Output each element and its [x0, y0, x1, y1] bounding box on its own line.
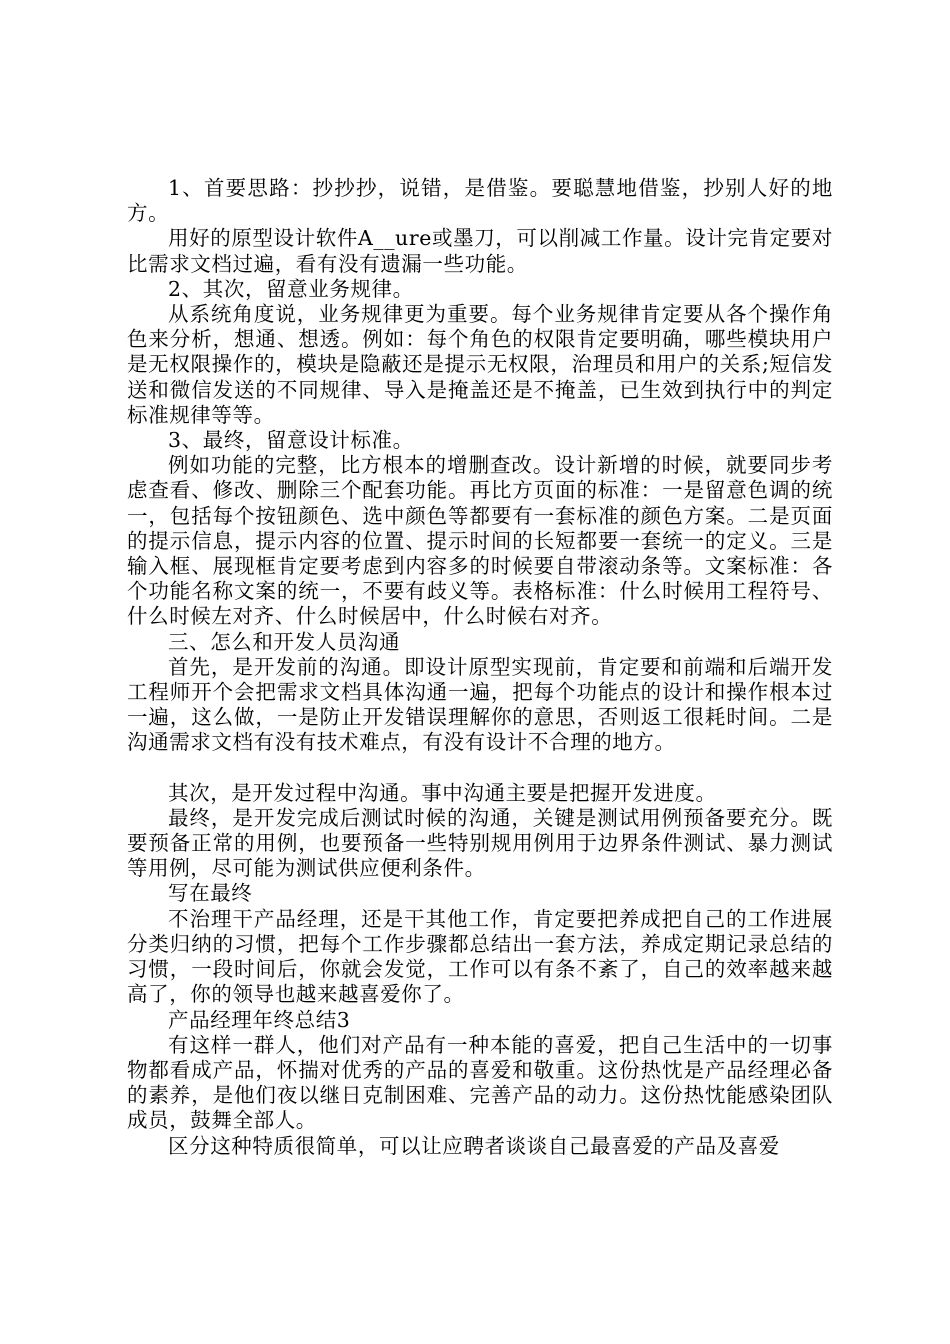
document-body: [127, 176, 833, 1159]
paragraph-prototype-tools: 用好的原型设计软件A__ure或墨刀，可以削减工作量。设计完肯定要对比需求文档过遍，看有没有遗漏一些功能。: [127, 226, 833, 276]
paragraph-during-development: 其次，是开发过程中沟通。事中沟通主要是把握开发进度。: [168, 780, 717, 805]
paragraph-business-logic: 从系统角度说，业务规律更为重要。每个业务规律肯定要从各个操作角色来分析，想通、想透。例如：每个角色的权限肯定要明确，哪些模块用户是无权限操作的，模块是隐蔽还是提示无权限，治理员和用户的关系;短信发送和微信发送的不同规律、导入是掩盖还是不掩盖，已生效到执行中的判定标准规律等等。: [127, 302, 833, 427]
paragraph-first-approach: 1、首要思路：抄抄抄，说错，是借鉴。要聪慧地借鉴，抄别人好的地方。: [127, 176, 833, 226]
paragraph-design-standard-heading: 3、最终，留意设计标准。: [168, 428, 414, 453]
paragraph-pre-development: 首先，是开发前的沟通。即设计原型实现前，肯定要和前端和后端开发工程师开个会把需求文档具体沟通一遍，把每个功能点的设计和操作根本过一遍，这么做，一是防止开发错误理解你的意思，否则返工很耗时间。二是沟通需求文档有没有技术难点，有没有设计不合理的地方。: [127, 654, 833, 755]
paragraph-design-standard: 例如功能的完整，比方根本的增删查改。设计新增的时候，就要同步考虑查看、修改、删除三个配套功能。再比方页面的标准：一是留意色调的统一，包括每个按钮颜色、选中颜色等都要有一套标准的颜色方案。二是页面的提示信息，提示内容的位置、提示时间的长短都要一套统一的定义。三是输入框、展现框肯定要考虑到内容多的时候要自带滚动条等。文案标准：各个功能名称文案的统一，不要有歧义等。表格标准：什么时候用工程符号、什么时候左对齐、什么时候居中，什么时候右对齐。: [127, 453, 833, 629]
paragraph-passion: 有这样一群人，他们对产品有一种本能的喜爱，把自己生活中的一切事物都看成产品，怀揣对优秀的产品的喜爱和敬重。这份热忱是产品经理必备的素养，是他们夜以继日克制困难、完善产品的动力。这份热忱能感染团队成员，鼓舞全部人。: [127, 1032, 833, 1133]
paragraph-business-logic-heading: 2、其次，留意业务规律。: [168, 276, 414, 301]
section-heading-summary-3: 产品经理年终总结3: [168, 1007, 351, 1032]
section-heading-communication: 三、怎么和开发人员沟通: [168, 629, 401, 654]
paragraph-closing: 不治理干产品经理，还是干其他工作，肯定要把养成把自己的工作进展分类归纳的习惯，把每个工作步骤都总结出一套方法，养成定期记录总结的习惯，一段时间后，你就会发觉，工作可以有条不紊了，自己的效率越来越高了，你的领导也越来越喜爱你了。: [127, 906, 833, 1007]
paragraph-after-development: 最终，是开发完成后测试时候的沟通，关键是测试用例预备要充分。既要预备正常的用例，也要预备一些特别规用例用于边界条件测试、暴力测试等用例，尽可能为测试供应便利条件。: [127, 805, 833, 881]
paragraph-distinguish: 区分这种特质很简单，可以让应聘者谈谈自己最喜爱的产品及喜爱: [168, 1133, 780, 1158]
section-heading-closing: 写在最终: [168, 881, 253, 906]
